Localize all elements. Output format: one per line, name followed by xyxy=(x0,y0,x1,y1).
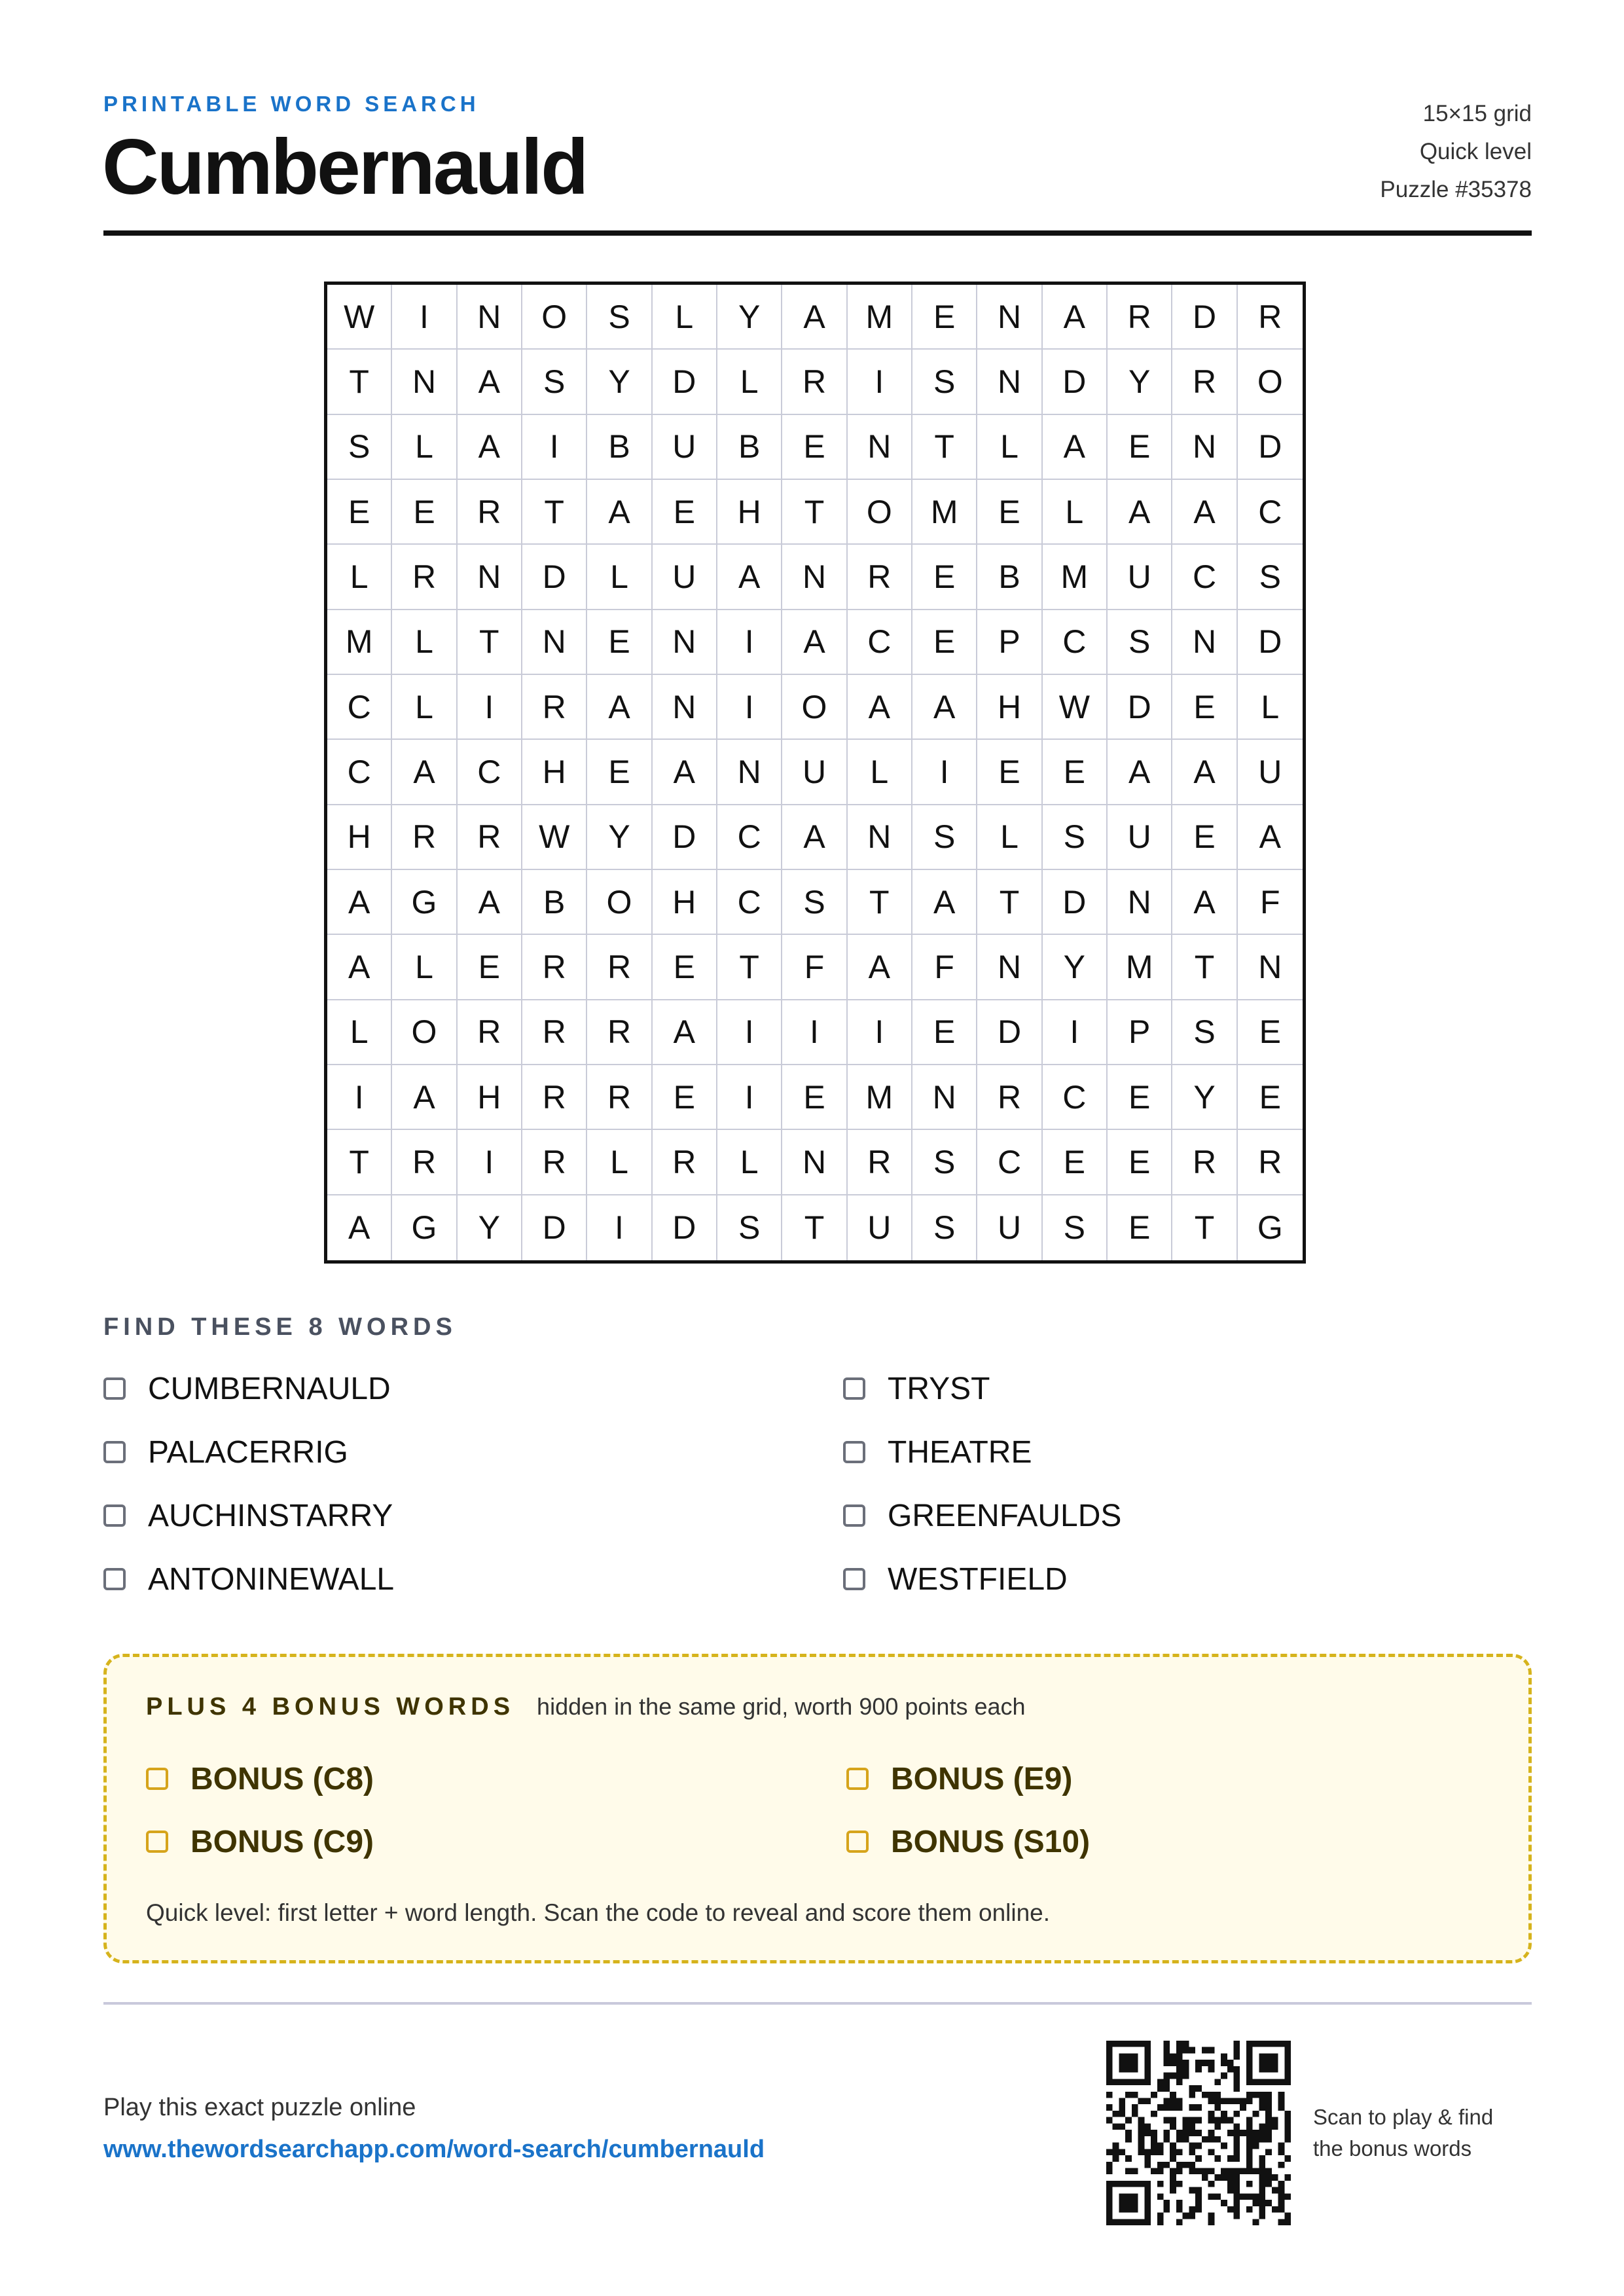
grid-cell[interactable]: A xyxy=(717,545,782,610)
grid-cell[interactable]: M xyxy=(1043,545,1108,610)
checkbox-icon[interactable] xyxy=(843,1504,865,1527)
grid-cell[interactable]: N xyxy=(782,1130,847,1195)
grid-cell[interactable]: U xyxy=(653,545,717,610)
grid-cell[interactable]: S xyxy=(717,1195,782,1260)
grid-cell[interactable]: E xyxy=(1043,1130,1108,1195)
word-list-heading: FIND THESE 8 WORDS xyxy=(103,1313,457,1341)
grid-cell[interactable]: R xyxy=(1238,285,1303,350)
grid-cell[interactable]: C xyxy=(327,740,392,805)
grid-cell[interactable]: E xyxy=(653,935,717,1000)
bonus-word-label: BONUS (S10) xyxy=(891,1824,1091,1859)
grid-cell[interactable]: N xyxy=(653,675,717,740)
grid-cell[interactable]: S xyxy=(1108,610,1172,675)
grid-cell[interactable]: A xyxy=(392,740,457,805)
grid-cell[interactable]: R xyxy=(522,1130,587,1195)
grid-cell[interactable]: A xyxy=(587,480,652,545)
grid-cell[interactable]: I xyxy=(717,675,782,740)
grid-cell[interactable]: D xyxy=(653,350,717,414)
grid-cell[interactable]: I xyxy=(327,1065,392,1130)
grid-cell[interactable]: N xyxy=(1108,870,1172,935)
grid-cell[interactable]: C xyxy=(848,610,912,675)
grid-cell[interactable]: E xyxy=(977,740,1042,805)
grid-cell[interactable]: I xyxy=(458,675,522,740)
grid-cell[interactable]: U xyxy=(1108,805,1172,870)
grid-cell[interactable]: T xyxy=(782,480,847,545)
grid-cell[interactable]: H xyxy=(327,805,392,870)
checkbox-icon[interactable] xyxy=(843,1568,865,1590)
grid-cell[interactable]: M xyxy=(912,480,977,545)
grid-cell[interactable]: A xyxy=(848,935,912,1000)
eyebrow-label: PRINTABLE WORD SEARCH xyxy=(103,92,480,116)
grid-cell[interactable]: U xyxy=(1238,740,1303,805)
grid-cell[interactable]: R xyxy=(458,480,522,545)
grid-cell[interactable]: I xyxy=(717,1065,782,1130)
bonus-header xyxy=(146,1693,1026,1721)
grid-cell[interactable]: N xyxy=(977,285,1042,350)
grid-cell[interactable]: R xyxy=(977,1065,1042,1130)
grid-cell[interactable]: C xyxy=(1238,480,1303,545)
bonus-word-item[interactable] xyxy=(846,1821,1496,1862)
grid-cell[interactable]: E xyxy=(587,610,652,675)
grid-cell[interactable]: E xyxy=(1043,740,1108,805)
grid-cell[interactable]: B xyxy=(717,415,782,480)
grid-cell[interactable]: Y xyxy=(458,1195,522,1260)
grid-cell[interactable]: O xyxy=(587,870,652,935)
grid-cell[interactable]: M xyxy=(327,610,392,675)
grid-cell[interactable]: A xyxy=(1043,285,1108,350)
grid-cell[interactable]: S xyxy=(912,1195,977,1260)
grid-cell[interactable]: T xyxy=(782,1195,847,1260)
grid-cell[interactable]: O xyxy=(848,480,912,545)
grid-cell[interactable]: L xyxy=(1043,480,1108,545)
grid-cell[interactable]: C xyxy=(1172,545,1237,610)
grid-cell[interactable]: N xyxy=(848,415,912,480)
grid-cell[interactable]: R xyxy=(848,1130,912,1195)
grid-cell[interactable]: A xyxy=(912,870,977,935)
grid-cell[interactable]: A xyxy=(327,1195,392,1260)
grid-cell[interactable]: E xyxy=(1238,1065,1303,1130)
grid-cell[interactable]: R xyxy=(458,1000,522,1065)
checkbox-icon[interactable] xyxy=(843,1441,865,1463)
grid-cell[interactable]: C xyxy=(717,870,782,935)
grid-cell[interactable]: T xyxy=(458,610,522,675)
word-item[interactable] xyxy=(103,1495,843,1536)
grid-cell[interactable]: E xyxy=(782,415,847,480)
grid-cell[interactable]: N xyxy=(912,1065,977,1130)
grid-cell[interactable]: E xyxy=(1238,1000,1303,1065)
grid-cell[interactable]: A xyxy=(1108,740,1172,805)
word-label: WESTFIELD xyxy=(888,1561,1068,1597)
letter-grid xyxy=(324,282,1306,1264)
grid-cell[interactable]: S xyxy=(912,1130,977,1195)
grid-cell[interactable]: D xyxy=(522,1195,587,1260)
checkbox-icon[interactable] xyxy=(846,1831,869,1853)
grid-cell[interactable]: H xyxy=(977,675,1042,740)
grid-cell[interactable]: E xyxy=(977,480,1042,545)
grid-cell[interactable]: D xyxy=(1043,350,1108,414)
grid-cell[interactable]: A xyxy=(1108,480,1172,545)
grid-cell[interactable]: U xyxy=(848,1195,912,1260)
grid-cell[interactable]: R xyxy=(392,1130,457,1195)
grid-cell[interactable]: E xyxy=(587,740,652,805)
grid-cell[interactable]: E xyxy=(782,1065,847,1130)
grid-cell[interactable]: E xyxy=(1108,415,1172,480)
grid-cell[interactable]: I xyxy=(458,1130,522,1195)
grid-cell[interactable]: R xyxy=(782,350,847,414)
grid-size-label: 15×15 grid xyxy=(1422,101,1532,126)
bonus-word-item[interactable] xyxy=(146,1758,846,1799)
play-online-text: Play this exact puzzle online xyxy=(103,2094,416,2121)
grid-cell[interactable]: S xyxy=(912,805,977,870)
grid-cell[interactable]: C xyxy=(977,1130,1042,1195)
grid-cell[interactable]: U xyxy=(977,1195,1042,1260)
grid-cell[interactable]: E xyxy=(1108,1065,1172,1130)
grid-cell[interactable]: S xyxy=(1238,545,1303,610)
word-item[interactable] xyxy=(843,1368,1532,1409)
grid-cell[interactable]: Y xyxy=(1172,1065,1237,1130)
grid-cell[interactable]: E xyxy=(912,285,977,350)
checkbox-icon[interactable] xyxy=(846,1768,869,1790)
grid-cell[interactable]: L xyxy=(392,935,457,1000)
grid-cell[interactable]: A xyxy=(912,675,977,740)
grid-cell[interactable]: L xyxy=(587,545,652,610)
grid-cell[interactable]: R xyxy=(522,675,587,740)
grid-cell[interactable]: L xyxy=(977,805,1042,870)
grid-cell[interactable]: N xyxy=(1172,415,1237,480)
grid-cell[interactable]: I xyxy=(848,1000,912,1065)
grid-cell[interactable]: U xyxy=(782,740,847,805)
grid-cell[interactable]: E xyxy=(458,935,522,1000)
grid-cell[interactable]: A xyxy=(587,675,652,740)
grid-cell[interactable]: B xyxy=(587,415,652,480)
grid-cell[interactable]: P xyxy=(977,610,1042,675)
bonus-note: Quick level: first letter + word length. Scan the code to reveal and score them online. xyxy=(146,1899,1051,1926)
grid-cell[interactable]: R xyxy=(1238,1130,1303,1195)
grid-cell[interactable]: S xyxy=(522,350,587,414)
bonus-word-list xyxy=(146,1758,1496,1862)
word-item[interactable] xyxy=(103,1559,843,1599)
grid-cell[interactable]: M xyxy=(1108,935,1172,1000)
grid-cell[interactable]: A xyxy=(848,675,912,740)
grid-cell[interactable]: L xyxy=(327,1000,392,1065)
checkbox-icon[interactable] xyxy=(103,1441,126,1463)
grid-cell[interactable]: E xyxy=(912,1000,977,1065)
grid-cell[interactable]: D xyxy=(1043,870,1108,935)
grid-cell[interactable]: S xyxy=(1043,805,1108,870)
grid-cell[interactable]: D xyxy=(1108,675,1172,740)
grid-cell[interactable]: T xyxy=(327,1130,392,1195)
grid-cell[interactable]: I xyxy=(717,610,782,675)
word-label: TRYST xyxy=(888,1371,990,1406)
puzzle-meta xyxy=(1380,95,1532,209)
grid-cell[interactable]: R xyxy=(1172,1130,1237,1195)
grid-cell[interactable]: T xyxy=(848,870,912,935)
grid-cell[interactable]: I xyxy=(392,285,457,350)
grid-cell[interactable]: E xyxy=(912,545,977,610)
grid-cell[interactable]: A xyxy=(1238,805,1303,870)
grid-cell[interactable]: A xyxy=(782,285,847,350)
grid-cell[interactable]: R xyxy=(1108,285,1172,350)
grid-cell[interactable]: G xyxy=(1257,1209,1283,1247)
grid-cell[interactable]: N xyxy=(522,610,587,675)
grid-cell[interactable]: A xyxy=(1172,480,1237,545)
grid-cell[interactable]: T xyxy=(327,350,392,414)
grid-cell[interactable]: L xyxy=(392,610,457,675)
grid-cell[interactable]: E xyxy=(653,1065,717,1130)
grid-cell[interactable]: T xyxy=(977,870,1042,935)
grid-cell[interactable]: S xyxy=(1172,1000,1237,1065)
grid-cell[interactable]: F xyxy=(1238,870,1303,935)
grid-cell[interactable]: N xyxy=(782,545,847,610)
checkbox-icon[interactable] xyxy=(146,1831,168,1853)
grid-cell[interactable]: Y xyxy=(587,805,652,870)
grid-cell[interactable]: O xyxy=(392,1000,457,1065)
word-label: THEATRE xyxy=(888,1434,1032,1470)
grid-cell[interactable]: G xyxy=(392,870,457,935)
grid-cell[interactable]: I xyxy=(782,1000,847,1065)
grid-cell[interactable]: T xyxy=(912,415,977,480)
bonus-word-label: BONUS (C8) xyxy=(190,1761,374,1796)
grid-cell[interactable]: L xyxy=(327,545,392,610)
grid-cell[interactable]: Y xyxy=(717,285,782,350)
qr-caption: Scan to play & find the bonus words xyxy=(1313,2105,1494,2160)
grid-cell[interactable]: R xyxy=(522,1065,587,1130)
grid-cell[interactable]: C xyxy=(1043,610,1108,675)
grid-cell[interactable]: I xyxy=(717,1000,782,1065)
word-label: AUCHINSTARRY xyxy=(148,1498,393,1533)
footer-divider xyxy=(103,2002,1532,2005)
word-label: ANTONINEWALL xyxy=(148,1561,395,1597)
bonus-word-item[interactable] xyxy=(846,1758,1496,1799)
grid-cell[interactable]: N xyxy=(458,545,522,610)
grid-cell[interactable]: A xyxy=(1172,870,1237,935)
grid-cell[interactable]: W xyxy=(327,285,392,350)
word-item[interactable] xyxy=(843,1495,1532,1536)
puzzle-url-link[interactable]: www.thewordsearchapp.com/word-search/cumbernauld xyxy=(103,2136,765,2163)
grid-cell[interactable]: D xyxy=(1238,415,1303,480)
grid-cell[interactable]: O xyxy=(522,285,587,350)
word-item[interactable] xyxy=(843,1559,1532,1599)
grid-cell[interactable]: I xyxy=(912,740,977,805)
grid-cell[interactable]: S xyxy=(912,350,977,414)
word-item[interactable] xyxy=(103,1432,843,1472)
grid-cell[interactable]: Y xyxy=(1043,935,1108,1000)
grid-cell[interactable]: B xyxy=(522,870,587,935)
grid-cell[interactable]: C xyxy=(327,675,392,740)
grid-cell[interactable]: A xyxy=(1172,740,1237,805)
qr-code-icon[interactable] xyxy=(1106,2041,1291,2225)
grid-cell[interactable]: I xyxy=(1043,1000,1108,1065)
grid-cell[interactable]: O xyxy=(782,675,847,740)
grid-cell[interactable]: E xyxy=(327,480,392,545)
level-label: Quick level xyxy=(1419,139,1532,164)
grid-cell[interactable]: L xyxy=(717,350,782,414)
grid-cell[interactable]: D xyxy=(1172,285,1237,350)
word-label: GREENFAULDS xyxy=(888,1498,1122,1533)
grid-cell[interactable]: F xyxy=(912,935,977,1000)
grid-cell[interactable]: U xyxy=(653,415,717,480)
grid-cell[interactable]: O xyxy=(1238,350,1303,414)
grid-cell[interactable]: R xyxy=(1172,350,1237,414)
grid-cell[interactable]: Y xyxy=(1108,350,1172,414)
grid-cell[interactable]: S xyxy=(587,285,652,350)
grid-cell[interactable]: U xyxy=(1108,545,1172,610)
bonus-word-label: BONUS (C9) xyxy=(190,1824,374,1859)
grid-cell[interactable]: M xyxy=(848,1065,912,1130)
grid-cell[interactable]: N xyxy=(1238,935,1303,1000)
grid-cell[interactable]: E xyxy=(1172,675,1237,740)
grid-cell[interactable]: H xyxy=(522,740,587,805)
grid-cell[interactable]: I xyxy=(848,350,912,414)
grid-cell[interactable]: A xyxy=(458,870,522,935)
grid-cell[interactable]: L xyxy=(392,415,457,480)
grid-cell[interactable]: I xyxy=(587,1195,652,1260)
word-list xyxy=(103,1368,1532,1599)
grid-cell[interactable]: H xyxy=(653,870,717,935)
grid-cell[interactable]: R xyxy=(392,805,457,870)
checkbox-icon[interactable] xyxy=(103,1568,126,1590)
grid-cell[interactable]: C xyxy=(458,740,522,805)
word-item[interactable] xyxy=(103,1368,843,1409)
checkbox-icon[interactable] xyxy=(103,1504,126,1527)
grid-cell[interactable]: R xyxy=(848,545,912,610)
grid-cell[interactable]: R xyxy=(587,935,652,1000)
grid-cell[interactable]: N xyxy=(653,610,717,675)
bonus-word-label: BONUS (E9) xyxy=(891,1761,1073,1796)
grid-cell[interactable]: N xyxy=(848,805,912,870)
grid-cell[interactable]: N xyxy=(392,350,457,414)
grid-cell[interactable]: C xyxy=(717,805,782,870)
grid-cell[interactable]: E xyxy=(1108,1195,1172,1260)
grid-cell[interactable]: C xyxy=(1043,1065,1108,1130)
bonus-word-item[interactable] xyxy=(146,1821,846,1862)
grid-cell[interactable]: B xyxy=(977,545,1042,610)
grid-cell[interactable]: A xyxy=(1043,415,1108,480)
grid-cell[interactable]: A xyxy=(653,1000,717,1065)
grid-cell[interactable]: D xyxy=(977,1000,1042,1065)
grid-cell[interactable]: D xyxy=(653,805,717,870)
grid-cell[interactable]: L xyxy=(587,1130,652,1195)
grid-cell[interactable]: A xyxy=(458,415,522,480)
grid-cell[interactable]: N xyxy=(977,350,1042,414)
puzzle-number-label: Puzzle #35378 xyxy=(1380,177,1532,202)
bonus-title: PLUS 4 BONUS WORDS xyxy=(146,1693,515,1721)
grid-cell[interactable]: D xyxy=(653,1195,717,1260)
grid-cell[interactable]: F xyxy=(782,935,847,1000)
grid-cell[interactable]: L xyxy=(653,285,717,350)
grid-cell[interactable]: L xyxy=(392,675,457,740)
checkbox-icon[interactable] xyxy=(843,1377,865,1400)
grid-cell[interactable]: S xyxy=(327,415,392,480)
grid-cell[interactable]: A xyxy=(782,805,847,870)
grid-cell[interactable]: A xyxy=(327,870,392,935)
grid-cell[interactable]: D xyxy=(1238,610,1303,675)
grid-cell[interactable]: A xyxy=(653,740,717,805)
grid-cell[interactable]: R xyxy=(587,1065,652,1130)
grid-cell[interactable]: R xyxy=(522,935,587,1000)
word-label: PALACERRIG xyxy=(148,1434,348,1470)
grid-cell[interactable]: T xyxy=(717,935,782,1000)
grid-cell[interactable]: A xyxy=(327,935,392,1000)
grid-cell[interactable]: N xyxy=(717,740,782,805)
bonus-panel xyxy=(103,1654,1532,1963)
grid-cell[interactable]: T xyxy=(1172,935,1237,1000)
grid-cell[interactable]: P xyxy=(1108,1000,1172,1065)
grid-cell[interactable]: S xyxy=(1043,1195,1108,1260)
grid-cell[interactable]: T xyxy=(522,480,587,545)
grid-cell[interactable]: H xyxy=(717,480,782,545)
word-label: CUMBERNAULD xyxy=(148,1371,391,1406)
grid-cell[interactable]: L xyxy=(977,415,1042,480)
grid-cell[interactable]: R xyxy=(587,1000,652,1065)
grid-cell[interactable]: A xyxy=(782,610,847,675)
bonus-subtitle: hidden in the same grid, worth 900 points each xyxy=(537,1693,1026,1720)
grid-cell[interactable]: E xyxy=(1108,1130,1172,1195)
checkbox-icon[interactable] xyxy=(103,1377,126,1400)
grid-cell[interactable]: A xyxy=(458,350,522,414)
grid-cell[interactable]: N xyxy=(458,285,522,350)
grid-cell[interactable]: R xyxy=(458,805,522,870)
grid-cell[interactable]: R xyxy=(392,545,457,610)
grid-cell[interactable]: L xyxy=(717,1130,782,1195)
checkbox-icon[interactable] xyxy=(146,1768,168,1790)
grid-cell[interactable]: W xyxy=(522,805,587,870)
header-divider xyxy=(103,230,1532,236)
grid-cell[interactable]: N xyxy=(1172,610,1237,675)
grid-cell[interactable]: A xyxy=(392,1065,457,1130)
page-title: Cumbernauld xyxy=(102,123,587,211)
grid-cell[interactable]: L xyxy=(848,740,912,805)
grid-cell[interactable]: G xyxy=(392,1195,457,1260)
grid-cell[interactable]: L xyxy=(1238,675,1303,740)
grid-cell[interactable]: R xyxy=(653,1130,717,1195)
grid-cell[interactable]: R xyxy=(522,1000,587,1065)
grid-cell[interactable]: M xyxy=(848,285,912,350)
grid-cell[interactable]: I xyxy=(522,415,587,480)
grid-cell[interactable]: E xyxy=(1172,805,1237,870)
grid-cell[interactable]: D xyxy=(522,545,587,610)
grid-cell[interactable]: E xyxy=(912,610,977,675)
grid-cell[interactable]: Y xyxy=(587,350,652,414)
word-item[interactable] xyxy=(843,1432,1532,1472)
grid-cell[interactable]: E xyxy=(653,480,717,545)
grid-cell[interactable]: T xyxy=(1172,1195,1237,1260)
grid-cell[interactable]: N xyxy=(977,935,1042,1000)
grid-cell[interactable]: W xyxy=(1043,675,1108,740)
grid-cell[interactable]: H xyxy=(458,1065,522,1130)
grid-cell[interactable]: E xyxy=(392,480,457,545)
grid-cell[interactable]: S xyxy=(782,870,847,935)
